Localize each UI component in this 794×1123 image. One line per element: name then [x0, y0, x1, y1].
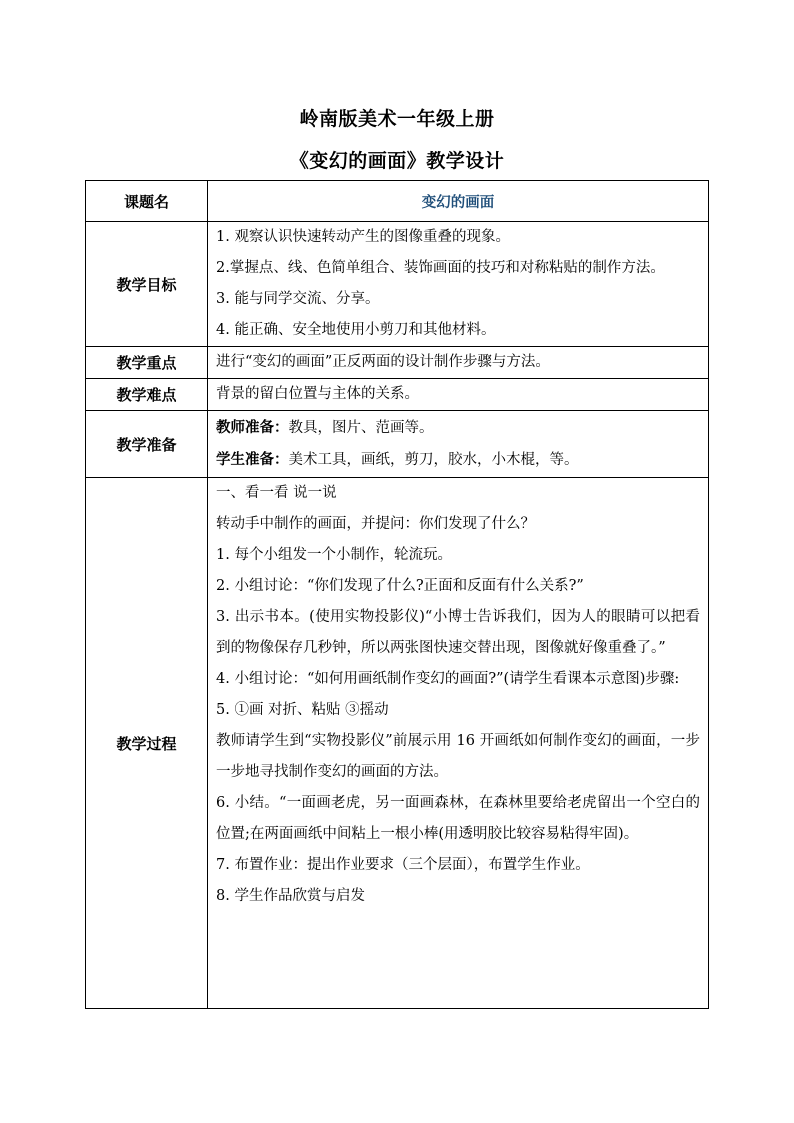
- student-prep-value: 美术工具，画纸，剪刀，胶水，小木棍，等。: [288, 452, 579, 468]
- label-difficulties: 教学难点: [86, 379, 208, 411]
- difficulties-text: 背景的留白位置与主体的关系。: [216, 386, 419, 402]
- goal-item: 4. 能正确、安全地使用小剪刀和其他材料。: [216, 322, 496, 338]
- table-row-process: [86, 478, 709, 1009]
- teacher-prep-value: 教具，图片、范画等。: [288, 420, 434, 436]
- process-line: 转动手中制作的画面，并提问：你们发现了什么？: [216, 516, 535, 532]
- table-row-difficulties: [86, 379, 709, 411]
- student-prep: [216, 444, 700, 476]
- process-line: 2. 小组讨论：“你们发现了什么?正面和反面有什么关系?”: [216, 578, 584, 594]
- student-prep-label: 学生准备：: [216, 451, 289, 468]
- label-topic: 课题名: [86, 181, 208, 222]
- label-process: 教学过程: [86, 478, 208, 1009]
- goal-item: 3. 能与同学交流、分享。: [216, 291, 380, 307]
- process-line: 6. 小结。“一面画老虎，另一面画森林，在森林里要给老虎留出一个空白的位置;在两面画纸中间粘上一根小棒(用透明胶比较容易粘得牢固)。: [216, 795, 700, 842]
- difficulties-value: [208, 379, 709, 411]
- process-line: 8. 学生作品欣赏与启发: [216, 888, 365, 904]
- table-row-key-points: [86, 347, 709, 379]
- teacher-prep-label: 教师准备：: [216, 419, 289, 436]
- goals-cell: [208, 222, 709, 347]
- table-row-goals: [86, 222, 709, 347]
- preparation-cell: [208, 411, 709, 478]
- process-line: 1. 每个小组发一个小制作，轮流玩。: [216, 547, 452, 563]
- process-line: 教师请学生到“实物投影仪”前展示用 16 开画纸如何制作变幻的画面，一步一步地寻找制作变幻的画面的方法。: [216, 733, 700, 780]
- label-key-points: 教学重点: [86, 347, 208, 379]
- goal-item: 1. 观察认识快速转动产生的图像重叠的现象。: [216, 229, 510, 245]
- process-cell: [208, 478, 709, 1009]
- page-title: 岭南版美术一年级上册: [299, 108, 495, 130]
- process-line: 5. ①画 对折、粘贴 ③摇动: [216, 702, 389, 718]
- process-line: 4. 小组讨论：“如何用画纸制作变幻的画面?”(请学生看课本示意图)步骤:: [216, 671, 680, 687]
- page-subtitle: 《变幻的画面》教学设计: [289, 150, 505, 172]
- label-preparation: 教学准备: [86, 411, 208, 478]
- key-points-text: 进行“变幻的画面”正反两面的设计制作步骤与方法。: [216, 354, 550, 370]
- process-line: 一、看一看 说一说: [216, 485, 337, 501]
- label-goals: 教学目标: [86, 222, 208, 347]
- table-row-preparation: [86, 411, 709, 478]
- goal-item: 2.掌握点、线、色简单组合、装饰画面的技巧和对称粘贴的制作方法。: [216, 260, 665, 276]
- process-line: 3. 出示书本。(使用实物投影仪)“小博士告诉我们，因为人的眼睛可以把看到的物像保存几秒钟，所以两张图快速交替出现，图像就好像重叠了。”: [216, 609, 700, 656]
- teacher-prep: [216, 412, 700, 444]
- process-line: 7. 布置作业：提出作业要求（三个层面），布置学生作业。: [216, 857, 590, 873]
- key-points-value: [208, 347, 709, 379]
- lesson-plan-table: [85, 180, 709, 1009]
- topic-value: 变幻的画面: [208, 181, 709, 222]
- table-row-topic: [86, 181, 709, 222]
